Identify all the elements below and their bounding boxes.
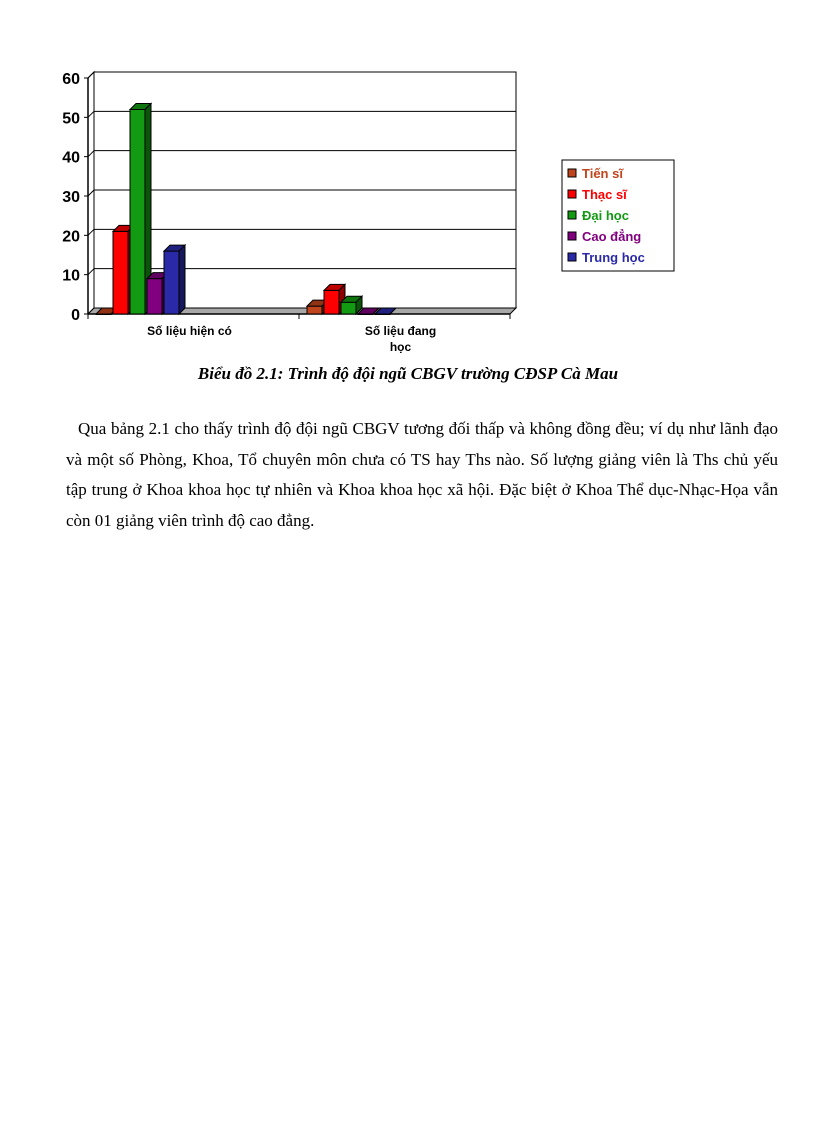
y-tick-label: 30 <box>62 189 80 206</box>
legend-label: Thạc sĩ <box>582 187 627 202</box>
bar <box>164 245 185 314</box>
legend-swatch <box>568 232 576 240</box>
legend-swatch <box>568 190 576 198</box>
y-tick-label: 40 <box>62 149 80 167</box>
y-tick-label: 10 <box>62 267 80 285</box>
y-tick-label: 0 <box>71 307 80 324</box>
y-tick-label: 50 <box>62 110 80 128</box>
x-tick-label: Số liệu đang học <box>364 324 437 354</box>
bar <box>341 296 362 314</box>
legend-label: Cao đẳng <box>582 229 642 244</box>
x-tick-label: Số liệu hiện có <box>147 324 232 338</box>
legend-swatch <box>568 169 576 177</box>
body-paragraph: Qua bảng 2.1 cho thấy trình độ đội ngũ CBGV tương đối thấp và không đồng đều; ví dụ như lãnh đạo và một số Phòng, Khoa, Tổ chuyên môn chưa có TS hay Ths nào. Số lượng giảng viên là Ths chủ yếu tập trung ở Khoa khoa học tự nhiên và Khoa khoa học xã hội. Đặc biệt ở Khoa Thể dục-Nhạc-Họa vẫn còn 01 giảng viên trình độ cao đẳng. <box>66 419 778 530</box>
legend-label: Tiến sĩ <box>582 166 623 181</box>
chart-caption: Biểu đồ 2.1: Trình độ đội ngũ CBGV trường CĐSP Cà Mau <box>197 364 619 383</box>
legend-label: Trung học <box>582 250 645 265</box>
bar-chart <box>40 62 680 362</box>
y-tick-label: 20 <box>62 228 80 246</box>
legend-label: Đại học <box>582 208 629 223</box>
legend-swatch <box>568 253 576 261</box>
y-tick-label: 60 <box>62 71 80 88</box>
legend-swatch <box>568 211 576 219</box>
